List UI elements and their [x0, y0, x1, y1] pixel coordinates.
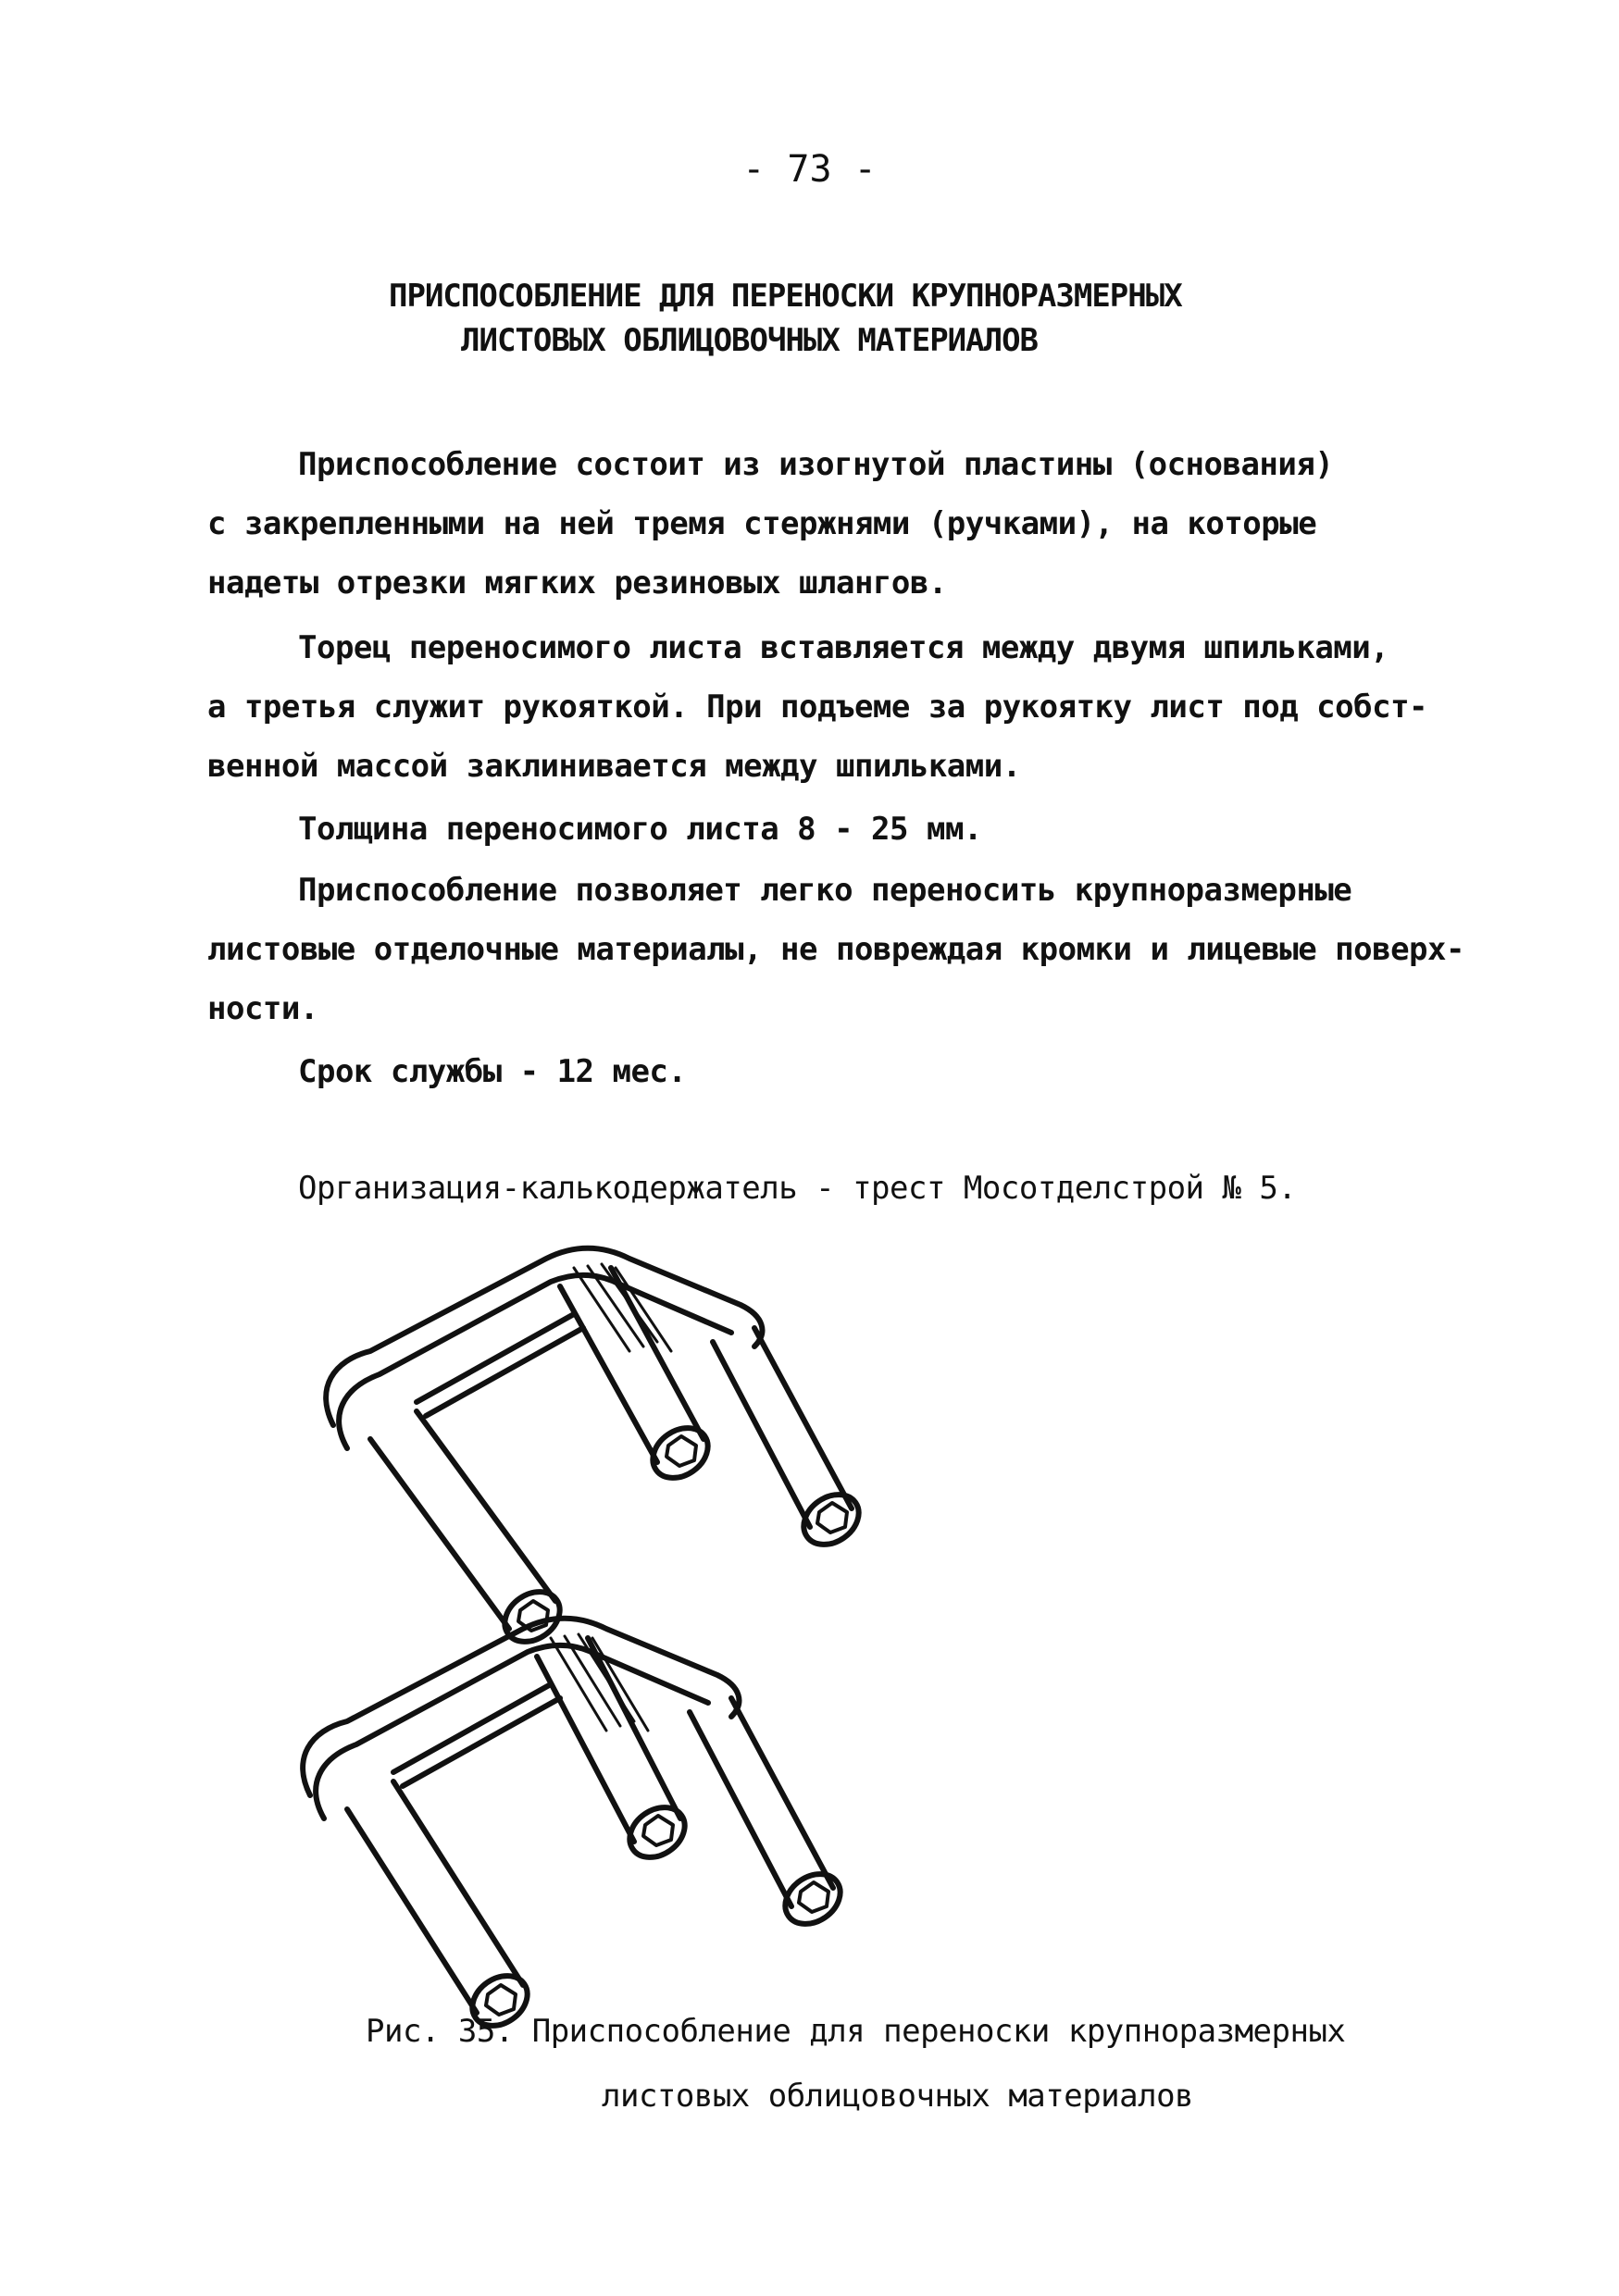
body-line-10: ности. — [207, 990, 318, 1027]
body-line-7: Толщина переносимого листа 8 - 25 мм. — [298, 811, 982, 848]
device-illustration — [278, 1203, 1018, 2036]
body-line-6: венной массой заклинивается между шпильками. — [207, 748, 1021, 785]
title-line-2: ЛИСТОВЫХ ОБЛИЦОВОЧНЫХ МАТЕРИАЛОВ — [461, 322, 1039, 359]
page-number: - 73 - — [742, 148, 877, 191]
figure-caption-line-1: Рис. 35. Приспособление для переноски крупноразмерных — [366, 2013, 1346, 2050]
figure-caption-line-2: листовых облицовочных материалов — [602, 2078, 1194, 2115]
body-line-11: Срок службы - 12 мес. — [298, 1053, 687, 1090]
body-line-4: Торец переносимого листа вставляется между двумя шпильками, — [298, 629, 1389, 666]
title-line-1: ПРИСПОСОБЛЕНИЕ ДЛЯ ПЕРЕНОСКИ КРУПНОРАЗМЕРНЫХ — [389, 278, 1182, 315]
body-line-2: с закрепленными на ней тремя стержнями (ручками), на которые — [207, 505, 1317, 542]
body-line-5: а третья служит рукояткой. При подъеме за рукоятку лист под собст- — [207, 689, 1428, 726]
body-line-8: Приспособление позволяет легко переносить крупноразмерные — [298, 872, 1352, 909]
upper-device — [326, 1248, 868, 1652]
body-line-1: Приспособление состоит из изогнутой пластины (основания) — [298, 446, 1334, 483]
body-line-3: надеты отрезки мягких резиновых шлангов. — [207, 565, 947, 602]
organization-line: Организация-калькодержатель - трест Мосотделстрой № 5. — [298, 1170, 1297, 1207]
lower-device — [303, 1619, 850, 2036]
body-line-9: листовые отделочные материалы, не повреждая кромки и лицевые поверх- — [207, 931, 1464, 968]
